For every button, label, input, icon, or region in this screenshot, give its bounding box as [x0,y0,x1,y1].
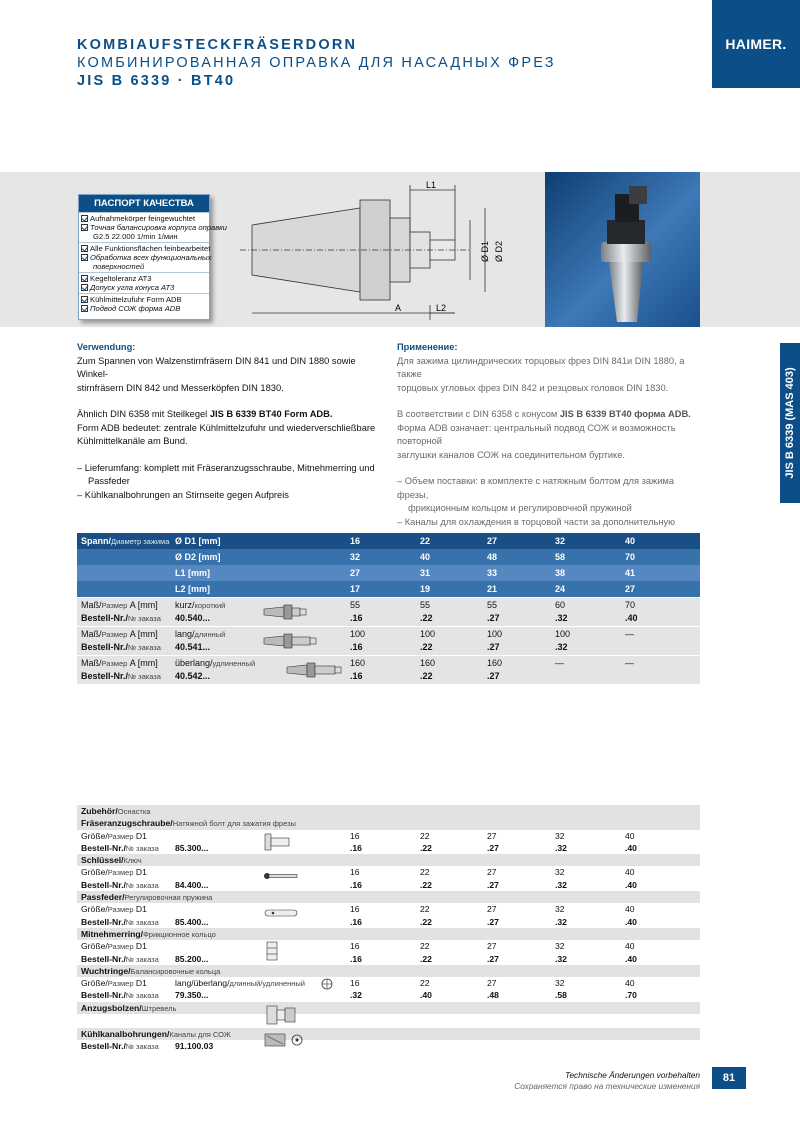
table-row [77,1014,700,1028]
accessory-section-title: Kühlkanalbohrungen/Каналы для СОЖ [77,1028,700,1040]
table-row: Größe/Размер D1 16 22 27 32 40 [77,903,700,915]
table-row: Bestell-Nr./№ заказа 85.400... .16 .22 .27 .32 .40 [81,916,637,927]
accessories-table [77,805,700,1053]
accessory-section-title: Passfeder/Регулировочная пружина [77,891,700,903]
footer-note: Technische Änderungen vorbehalten Сохраняется право на технические изменения [514,1070,700,1091]
title-de: KOMBIAUFSTECKFRÄSERDORN [77,37,358,53]
table-row: L1 [mm] 27 31 33 38 41 [77,565,700,581]
accessory-section-title: Wuchtringe/Балансировочные кольца [77,965,700,977]
page-number: 81 [712,1067,746,1089]
accessory-section-title: Fräseranzugschraube/Натяжной болт для зажатия фрезы [77,817,700,829]
accessory-section-title: Anzugsbolzen/Штревель [77,1002,700,1014]
table-row: Größe/Размер D1 16 22 27 32 40 [77,940,700,952]
coolant-channel-icon [263,1028,309,1052]
check-icon [81,305,88,312]
drawing-label-d2: Ø D2 [494,240,504,262]
table-row: Bestell-Nr./№ заказа 79.350... .32 .40 .48 .58 .70 [81,990,637,1001]
quality-header: ПАСПОРТ КАЧЕСТВА [79,195,209,212]
table-row: Größe/Размер D1 16 22 27 32 40 [77,830,700,842]
quality-passport [78,194,227,320]
table-row: Bestell-Nr./№ заказа 84.400... .16 .22 .27 .32 .40 [81,879,637,890]
variant-short: Maß/Размер A [mm] kurz/короткий Bestell-Nr./№ заказа 40.540... 55 55 55 60 70 .16 .22 .27 .32 .40 [77,597,700,626]
haimer-logo: HAIMER. [712,0,800,88]
title-ru: КОМБИНИРОВАННАЯ ОПРАВКА ДЛЯ НАСАДНЫХ ФРЕЗ [77,55,556,71]
balancing-ring-icon [320,978,334,990]
table-row: Bestell-Nr./№ заказа 85.200... .16 .22 .27 .32 .40 [81,953,637,964]
drawing-label-a: A [395,303,402,313]
table-row: Größe/Размер D1 lang/überlang/длинный/удлиненный 16 22 27 32 40 [81,978,635,989]
holder-extra-long-icon [285,660,345,680]
quality-item: Aufnahmekörper feingewuchtet Точная балансировка корпуса оправки G2.5 22.000 1/min 1/мин [79,212,209,242]
usage-ru: Применение: Для зажима цилиндрических торцовых фрез DIN 841и DIN 1880, а также торцовых угловых фрез DIN 842 и резцовых головок DIN 1830. В соответствии с DIN 6358 с конусом JIS B 6339 BT40 форма ADB. Форма ADB означает: центральный подвод СОЖ и возможность повторной заглушки каналов СОЖ на соединительном буртике. – Объем поставки: в комплекте с натяжным болтом для зажима фрезы, фрикционным кольцом и регулировочной пружиной – Каналы для охлаждения в торцовой части за дополнительную [397,341,697,543]
check-icon [81,275,88,282]
table-row: Bestell-Nr./№ заказа 85.300... .16 .22 .27 .32 .40 [81,842,637,853]
drawing-label-l2: L2 [436,303,447,313]
pull-stud-icon [263,1002,303,1028]
quality-item: Kühlmittelzufuhr Form ADB Подвод СОЖ форма ADB [79,293,209,314]
usage-de-heading: Verwendung: [77,342,136,352]
page-title [77,36,556,90]
variant-extra-long: Maß/Размер A [mm] überlang/удлиненный Bestell-Nr./№ заказа 40.542... 160 160 160 — — .16 .22 .27 [77,655,700,684]
check-icon [81,224,88,231]
product-photo [545,172,700,327]
table-row: Bestell-Nr./№ заказа 91.100.03 [77,1040,700,1052]
accessory-section-title: Schlüssel/Ключ [77,854,700,866]
quality-item: Kegeltoleranz AT3 Допуск угла конуса AT3 [79,272,209,293]
accessory-section-title: Mitnehmerring/Фрикционное кольцо [77,928,700,940]
holder-long-icon [262,631,327,651]
drawing-label-l1: L1 [426,180,437,190]
check-icon [81,254,88,261]
check-icon [81,245,88,252]
variant-long: Maß/Размер A [mm] lang/длинный Bestell-Nr./№ заказа 40.541... 100 100 100 100 — .16 .22 .27 .32 [77,626,700,655]
drawing-label-d1: Ø D1 [480,240,490,262]
holder-short-icon [262,602,317,622]
title-standard: JIS B 6339 · BT40 [77,73,236,89]
main-table [77,533,700,684]
usage-ru-heading: Применение: [397,342,458,352]
usage-de: Verwendung: Zum Spannen von Walzenstirnfräsern DIN 841 und DIN 1880 sowie Winkel- stirnfräsern DIN 842 und Messerköpfen DIN 1830. Ähnlich DIN 6358 mit Steilkegel JIS B 6339 BT40 Form ADB. Form ADB bedeutet: zentrale Kühlmittelzufuhr und wiederverschließbare Kühlmittelkanäle am Bund. – Lieferumfang: komplett mit Fräseranzugsschraube, Mitnehmerring und Passfeder – Kühlkanalbohrungen an Stirnseite gegen Aufpreis [77,342,376,500]
check-icon [81,284,88,291]
quality-item: Alle Funktionsflächen feinbearbeitet Обработка всех функциональных поверхностей [79,242,209,272]
table-row: L2 [mm] 17 19 21 24 27 [77,581,700,597]
side-tab: JIS B 6339 (MAS 403) [780,343,800,503]
table-row: Spann/Диаметр зажима Ø D1 [mm] 16 22 27 32 40 [77,533,700,549]
accessories-heading: Zubehör/Оснастка [77,805,700,817]
table-row: Größe/Размер D1 16 22 27 32 40 [77,866,700,878]
technical-drawing [230,180,530,320]
check-icon [81,215,88,222]
table-row: Ø D2 [mm] 32 40 48 58 70 [77,549,700,565]
check-icon [81,296,88,303]
